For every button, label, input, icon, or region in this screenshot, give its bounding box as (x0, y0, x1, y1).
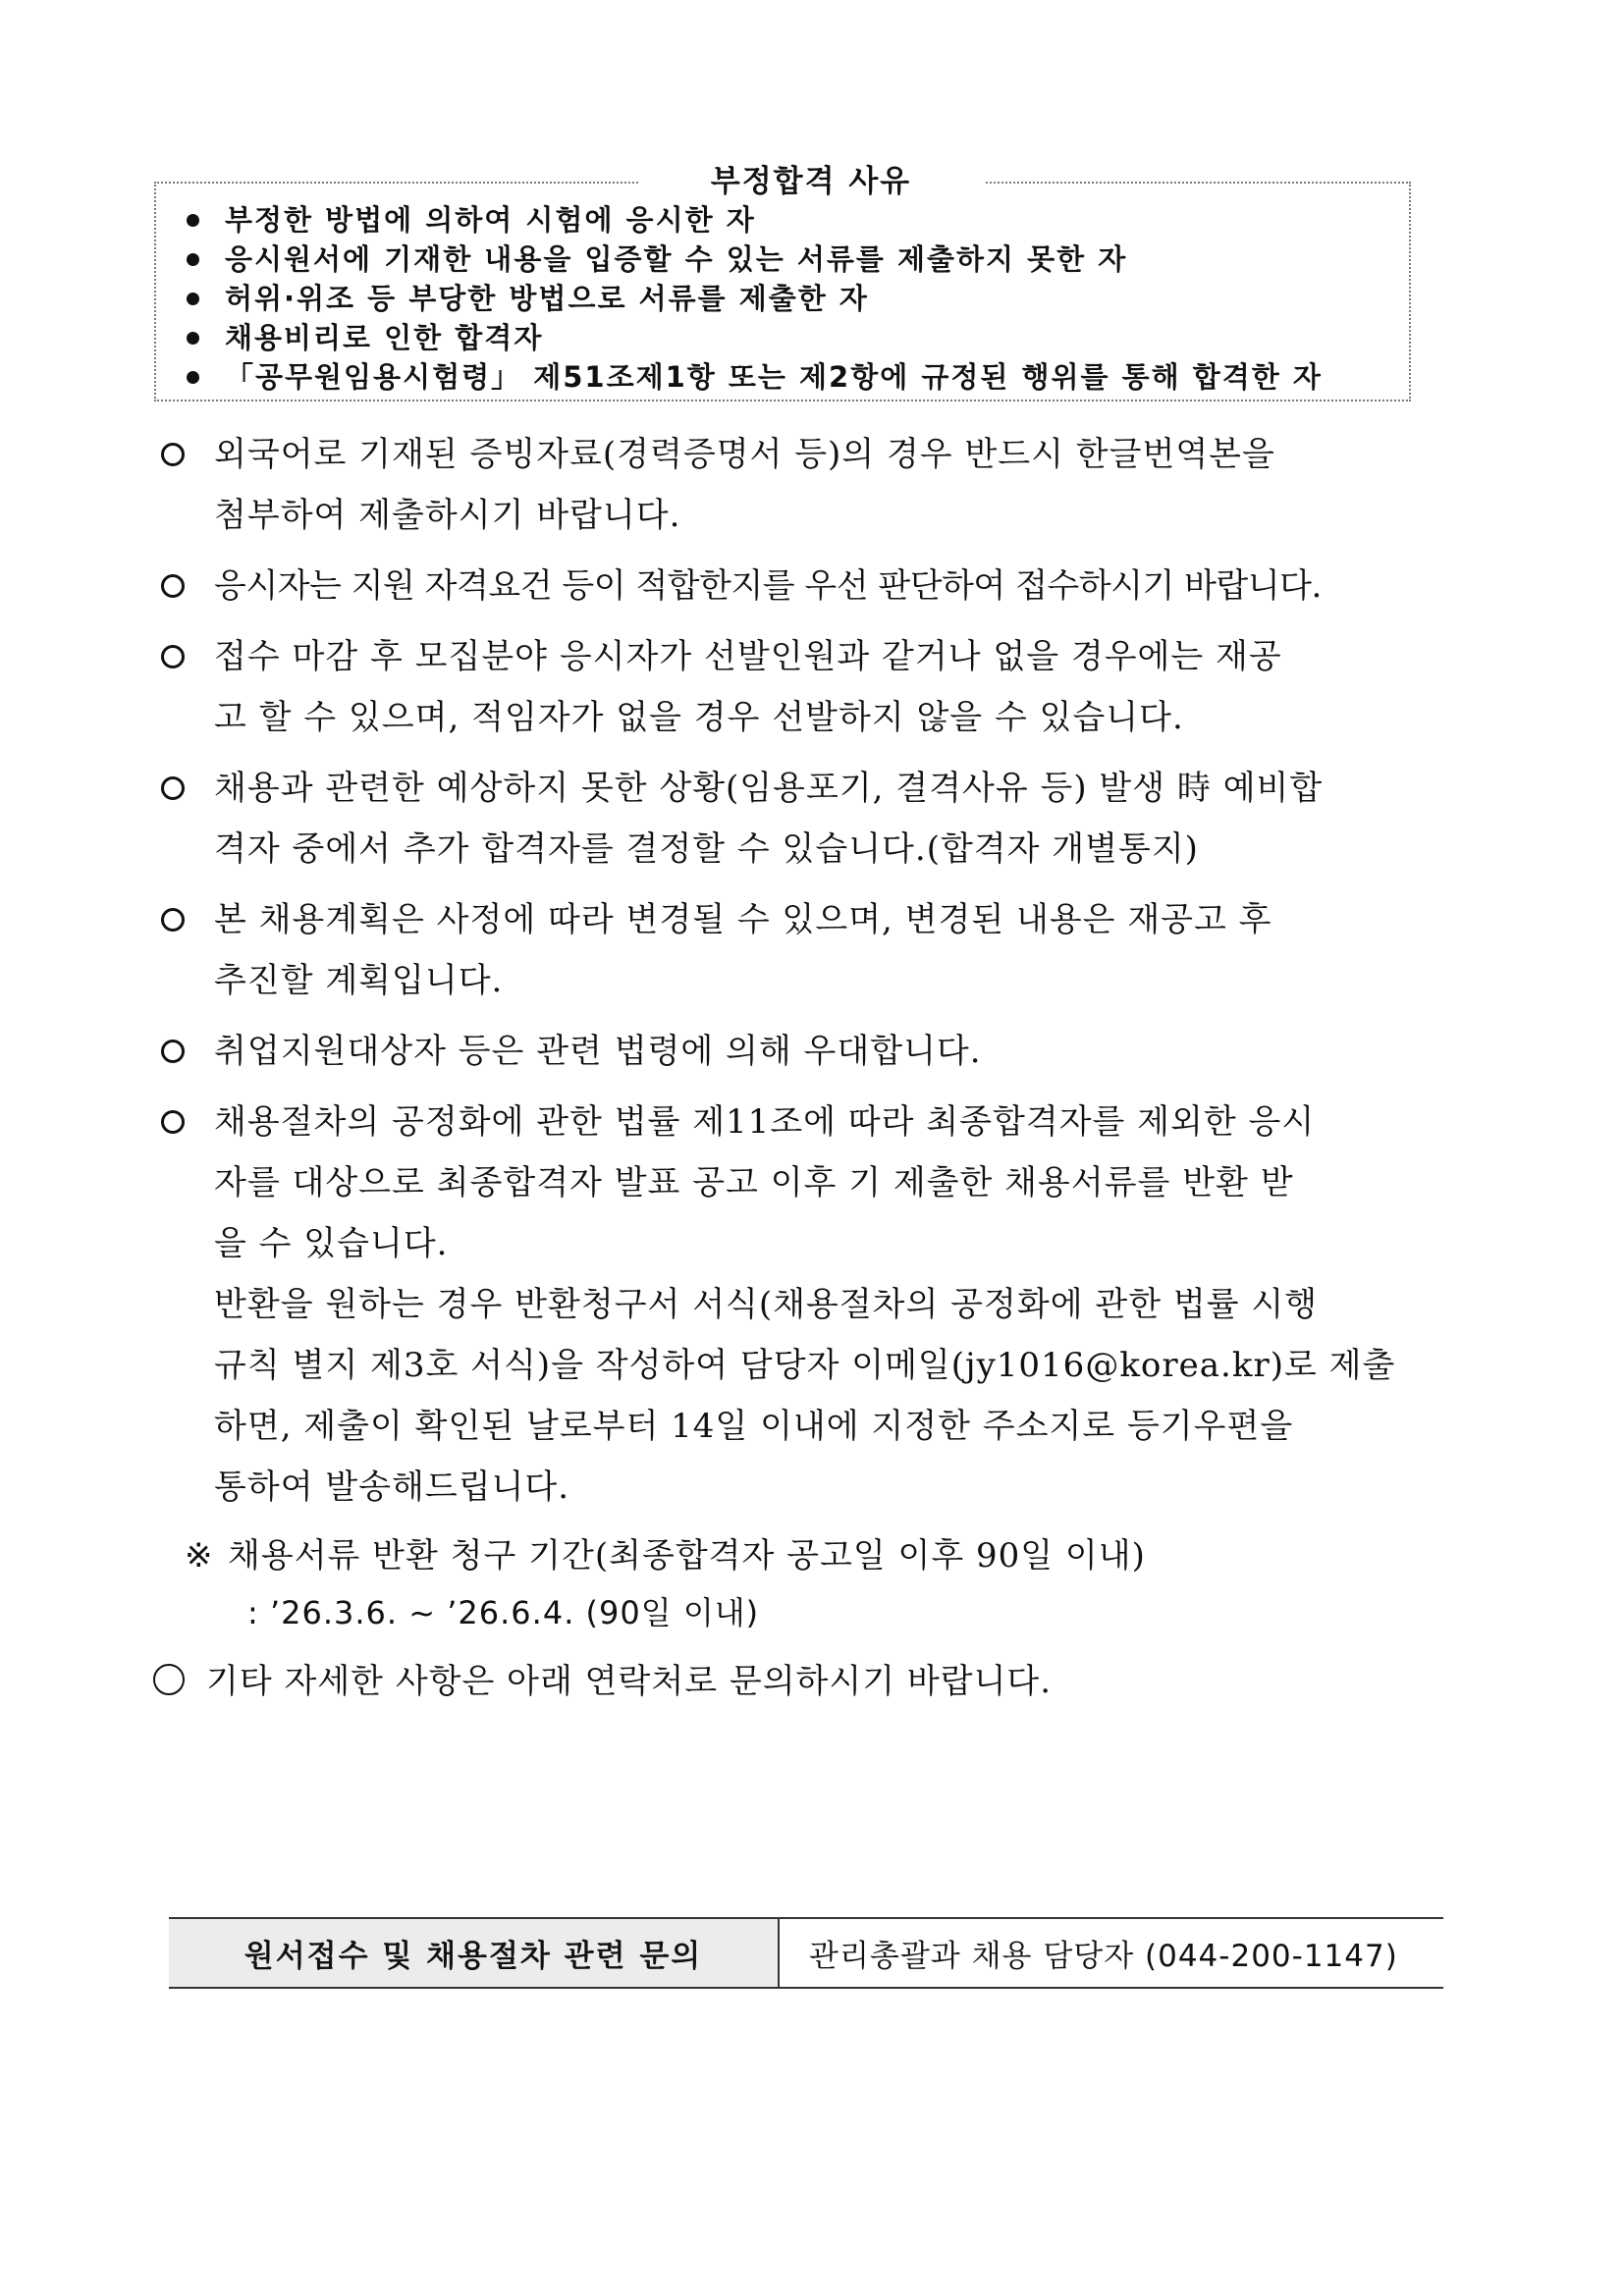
bullet-icon (187, 293, 199, 305)
fraud-reasons-list (187, 200, 1323, 397)
circle-bullet-icon (161, 574, 185, 598)
bullet-icon (187, 371, 199, 384)
reference-mark: ※ (185, 1536, 214, 1575)
list-item: 채용비리로 인한 합격자 (187, 318, 1323, 357)
circle-bullet-icon (161, 1110, 185, 1134)
list-item: 「공무원임용시험령」 제51조제1항 또는 제2항에 규정된 행위를 통해 합격한 자 (187, 357, 1323, 397)
notices-section (157, 424, 1443, 1712)
return-period-note: ※ 채용서류 반환 청구 기간(최종합격자 공고일 이후 90일 이내) : ’26.3.6. ~ ’26.6.4. (90일 이내) (157, 1527, 1443, 1641)
fraud-reasons-title: 부정합격 사유 (638, 160, 984, 203)
bullet-icon (187, 214, 199, 227)
return-procedure-paragraph: 반환을 원하는 경우 반환청구서 서식(채용절차의 공정화에 관한 법률 시행 규칙 별지 제3호 서식)을 작성하여 담당자 이메일(jy1016@korea.kr)로 제출 하면, 제출이 확인된 날로부터 14일 이내에 지정한 주소지로 등기우편을 통하여 발송해드립니다. (214, 1285, 1396, 1507)
notice-foreign-documents: 외국어로 기재된 증빙자료(경력증명서 등)의 경우 반드시 한글번역본을 첨부하여 제출하시기 바랍니다. (157, 424, 1443, 546)
circle-bullet-icon (161, 908, 185, 932)
list-item: 허위·위조 등 부당한 방법으로 서류를 제출한 자 (187, 279, 1323, 318)
notice-plan-changes: 본 채용계획은 사정에 따라 변경될 수 있으며, 변경된 내용은 재공고 후 추진할 계획입니다. (157, 889, 1443, 1011)
notice-reserve-candidates: 채용과 관련한 예상하지 못한 상황(임용포기, 결격사유 등) 발생 時 예비합 격자 중에서 추가 합격자를 결정할 수 있습니다.(합격자 개별통지) (157, 758, 1443, 880)
list-item: 응시원서에 기재한 내용을 입증할 수 있는 서류를 제출하지 못한 자 (187, 240, 1323, 279)
return-period: : ’26.3.6. ~ ’26.6.4. (90일 이내) (247, 1594, 760, 1631)
bullet-icon (187, 253, 199, 266)
bullet-icon (187, 332, 199, 345)
notice-contact-inquiry: 기타 자세한 사항은 아래 연락처로 문의하시기 바랍니다. (157, 1651, 1443, 1712)
contact-label: 원서접수 및 채용절차 관련 문의 (169, 1919, 780, 1987)
circle-bullet-icon (161, 1040, 185, 1063)
notice-reannouncement: 접수 마감 후 모집분야 응시자가 선발인원과 같거나 없을 경우에는 재공 고 할 수 있으며, 적임자가 없을 경우 선발하지 않을 수 있습니다. (157, 626, 1443, 748)
notice-document-return: 채용절차의 공정화에 관한 법률 제11조에 따라 최종합격자를 제외한 응시 자를 대상으로 최종합격자 발표 공고 이후 기 제출한 채용서류를 반환 받 을 수 있습니다. (157, 1092, 1443, 1274)
circle-bullet-icon (161, 776, 185, 800)
notice-preferential-treatment: 취업지원대상자 등은 관련 법령에 의해 우대합니다. (157, 1021, 1443, 1082)
contact-table (169, 1917, 1443, 1989)
contact-value: 관리총괄과 채용 담당자 (044-200-1147) (809, 1939, 1398, 1974)
notice-eligibility: 응시자는 지원 자격요건 등이 적합한지를 우선 판단하여 접수하시기 바랍니다. (157, 556, 1443, 616)
list-item: 부정한 방법에 의하여 시험에 응시한 자 (187, 200, 1323, 240)
circle-bullet-icon (153, 1664, 185, 1695)
circle-bullet-icon (161, 443, 185, 466)
circle-bullet-icon (161, 645, 185, 668)
